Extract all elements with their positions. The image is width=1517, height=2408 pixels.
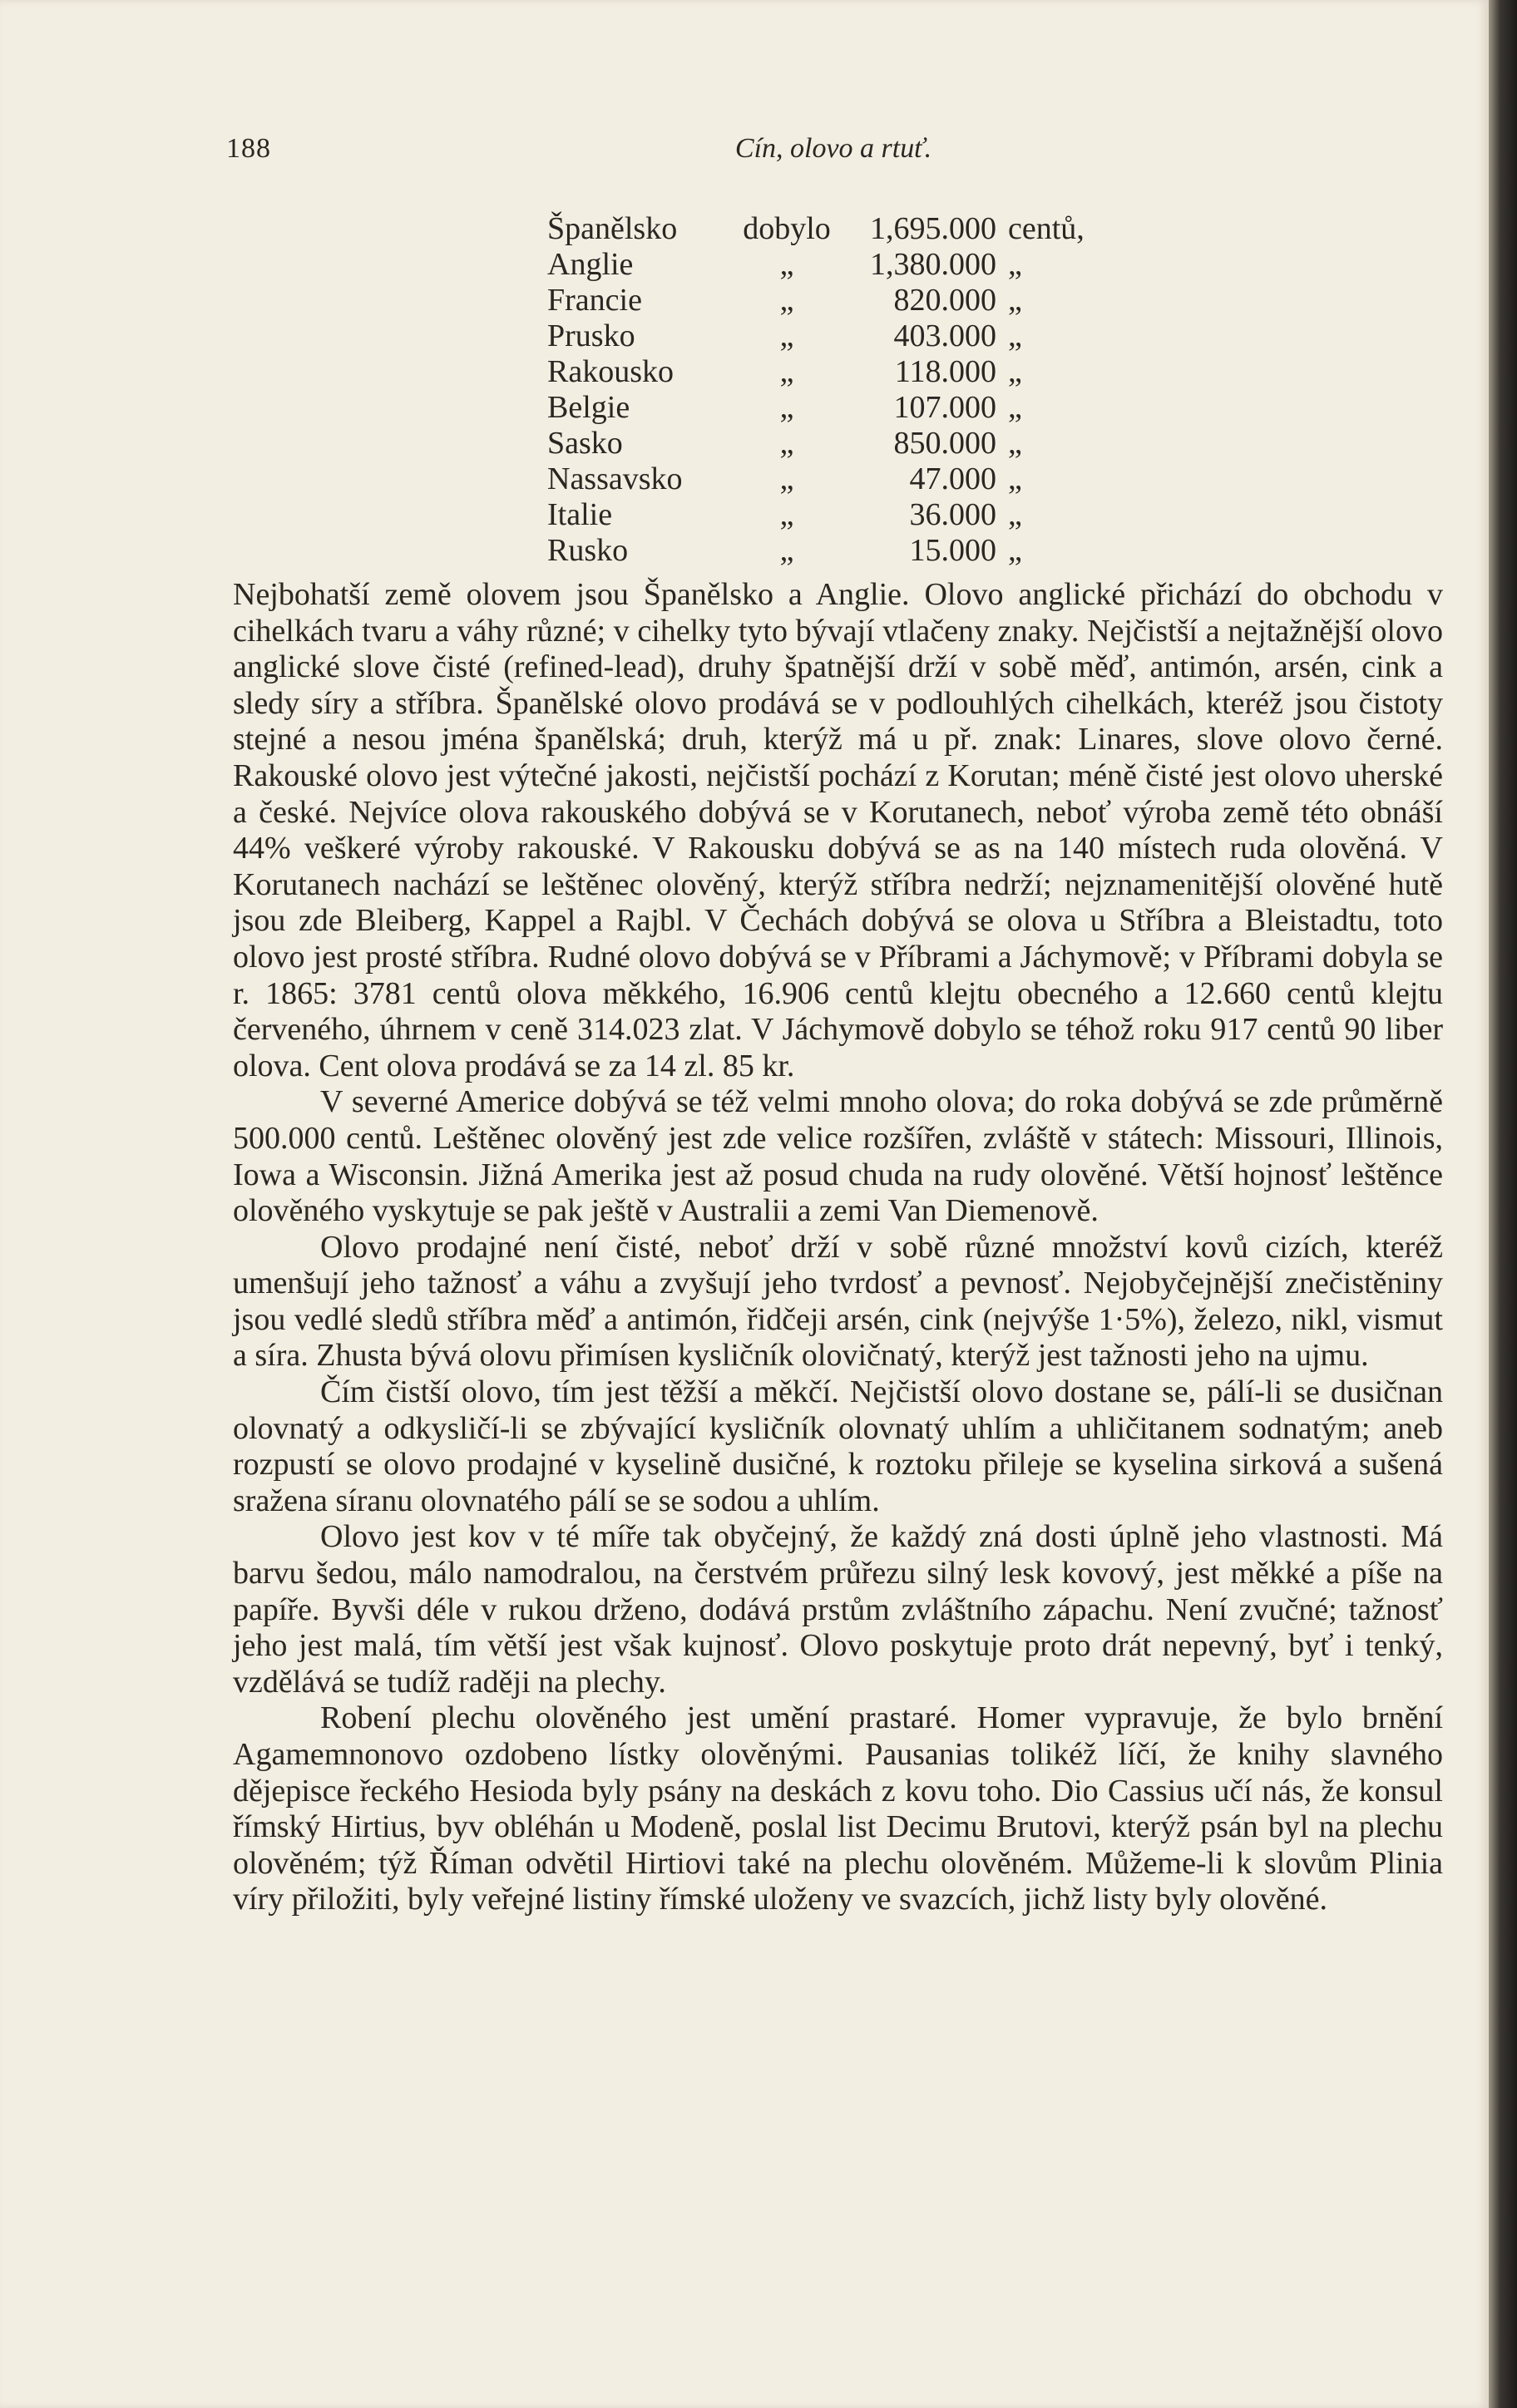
amount: 850.000 — [893, 426, 996, 461]
ditto-mark: „ — [1008, 354, 1022, 389]
ditto-mark: „ — [779, 247, 794, 282]
amount: 36.000 — [909, 497, 996, 532]
country-name: Rakousko — [547, 354, 674, 389]
running-title: Cín, olovo a rtuť. — [734, 133, 932, 164]
table-row — [547, 247, 1146, 283]
amount: 1,695.000 — [870, 211, 996, 246]
page-header — [226, 133, 1440, 180]
ditto-mark: „ — [779, 318, 794, 353]
ditto-mark: „ — [1008, 426, 1022, 461]
body-text — [233, 577, 1443, 1918]
amount: 118.000 — [894, 354, 996, 389]
paragraph-properties: Olovo jest kov v té míře tak obyčejný, že každý zná dosti úplně jeho vlastnosti. Má barvu šedou, málo namodralou, na čerstvém průřezu silný lesk kovový, jest měkké a píše na papíře. Byvši déle v rukou drženo, dodává prstům zvláštního zápachu. Není zvučné; tažnosť jeho jest malá, tím větší jest však kujnosť. Olovo poskytuje proto drát nepevný, byť i tenký, vzdělává se tudíž raději na plechy. — [233, 1519, 1443, 1700]
paragraph-purification: Čím čistší olovo, tím jest těžší a měkčí. Nejčistší olovo dostane se, pálí-li se dusičnan olovnatý a odkysličí-li se zbývající kysličník olovnatý uhlím a uhličitanem sodnatým; aneb rozpustí se olovo prodajné v kyselině dusičné, k roztoku přileje se kyselina sirková a sušená sražena síranu olovnatého pálí se se sodou a uhlím. — [233, 1374, 1443, 1518]
paragraph-lead-sources: Nejbohatší země olovem jsou Španělsko a Anglie. Olovo anglické přichází do obchodu v cihelkách tvaru a váhy různé; v cihelky tyto bývají vtlačeny znaky. Nejčistší a nejtažnější olovo anglické slove čisté (refined-lead), druhy špatnější drží v sobě měď, antimón, arsén, cink a sledy síry a stříbra. Španělské olovo prodává se v podlouhlých cihelkách, kteréž jsou čistoty stejné a nesou jména španělská; druh, kterýž má u př. znak: Linares, slove olovo černé. Rakouské olovo jest výtečné jakosti, nejčistší pochází z Korutan; méně čisté jest olovo uherské a české. Nejvíce olova rakouského dobývá se v Korutanech, neboť výroba země této obnáší 44% veškeré výroby rakouské. V Rakousku dobývá se as na 140 místech ruda olověná. V Korutanech nachází se leštěnec olověný, kterýž stříbra nedrží; nejznamenitější olověné hutě jsou zde Bleiberg, Kappel a Rajbl. V Čechách dobývá se olova u Stříbra a Bleistadtu, toto olovo jest prosté stříbra. Rudné olovo dobývá se v Příbrami a Jáchymově; v Příbrami dobyla se r. 1865: 3781 centů olova měkkého, 16.906 centů klejtu obecného a 12.660 centů klejtu červeného, úhrnem v ceně 314.023 zlat. V Jáchymově dobylo se téhož roku 917 centů 90 liber olova. Cent olova prodává se za 14 zl. 85 kr. — [233, 577, 1443, 1083]
table-row — [547, 211, 1146, 247]
country-name: Rusko — [547, 533, 629, 568]
ditto-mark: „ — [1008, 461, 1022, 496]
table-row — [547, 390, 1146, 426]
verb: dobylo — [743, 211, 831, 246]
page-edge-shadow — [1489, 0, 1517, 2408]
ditto-mark: „ — [1008, 247, 1022, 282]
ditto-mark: „ — [779, 283, 794, 318]
lead-production-table — [547, 211, 1146, 569]
country-name: Sasko — [547, 426, 623, 461]
table-row — [547, 533, 1146, 569]
amount: 15.000 — [909, 533, 996, 568]
ditto-mark: „ — [779, 461, 794, 496]
page-number: 188 — [226, 133, 271, 164]
country-name: Nassavsko — [547, 461, 683, 496]
table-row — [547, 461, 1146, 497]
ditto-mark: „ — [779, 390, 794, 425]
paragraph-impurities: Olovo prodajné není čisté, neboť drží v sobě různé množství kovů cizích, kteréž umenšují jeho tažnosť a váhu a zvyšují jeho tvrdosť a pevnosť. Nejobyčejnější znečistěniny jsou vedlé sledů stříbra měď a antimón, řidčeji arsén, cink (nejvýše 1·5%), železo, nikl, vismut a síra. Zhusta bývá olovu přimísen kysličník olovičnatý, kterýž jest tažnosti jeho na ujmu. — [233, 1229, 1443, 1374]
ditto-mark: „ — [1008, 390, 1022, 425]
paragraph-america: V severné Americe dobývá se též velmi mnoho olova; do roka dobývá se zde průměrně 500.000 centů. Leštěnec olověný jest zde velice rozšířen, zvláště v státech: Missouri, Illinois, Iowa a Wisconsin. Jižná Amerika jest až posud chuda na rudy olověné. Větší hojnosť leštěnce olověného vyskytuje se pak ještě v Australii a zemi Van Diemenově. — [233, 1084, 1443, 1229]
table-row — [547, 497, 1146, 533]
ditto-mark: „ — [779, 426, 794, 461]
paragraph-history: Robení plechu olověného jest umění prastaré. Homer vypravuje, že bylo brnění Agamemnonovo ozdobeno lístky olověnými. Pausanias tolikéž líčí, že knihy slavného dějepisce řeckého Hesioda byly psány na deskách z kovu toho. Dio Cassius učí nás, že konsul římský Hirtius, byv obléhán u Modeně, poslal list Decimu Brutovi, kterýž psán byl na plechu olověném; týž Říman odvětil Hirtiovi také na plechu olověném. Můžeme-li k slovům Plinia víry přiložiti, byly veřejné listiny římské uloženy ve svazcích, jichž listy byly olověné. — [233, 1700, 1443, 1917]
amount: 47.000 — [909, 461, 996, 496]
ditto-mark: „ — [1008, 283, 1022, 318]
country-name: Italie — [547, 497, 613, 532]
country-name: Belgie — [547, 390, 630, 425]
ditto-mark: „ — [1008, 318, 1022, 353]
table-row — [547, 318, 1146, 354]
country-name: Prusko — [547, 318, 635, 353]
country-name: Francie — [547, 283, 642, 318]
amount: 107.000 — [893, 390, 996, 425]
table-row — [547, 426, 1146, 461]
amount: 1,380.000 — [870, 247, 996, 282]
amount: 820.000 — [893, 283, 996, 318]
unit: centů, — [1008, 211, 1085, 246]
table-row — [547, 354, 1146, 390]
ditto-mark: „ — [779, 533, 794, 568]
table-row — [547, 283, 1146, 318]
ditto-mark: „ — [1008, 497, 1022, 532]
country-name: Španělsko — [547, 211, 678, 246]
ditto-mark: „ — [1008, 533, 1022, 568]
amount: 403.000 — [893, 318, 996, 353]
ditto-mark: „ — [779, 354, 794, 389]
ditto-mark: „ — [779, 497, 794, 532]
country-name: Anglie — [547, 247, 634, 282]
